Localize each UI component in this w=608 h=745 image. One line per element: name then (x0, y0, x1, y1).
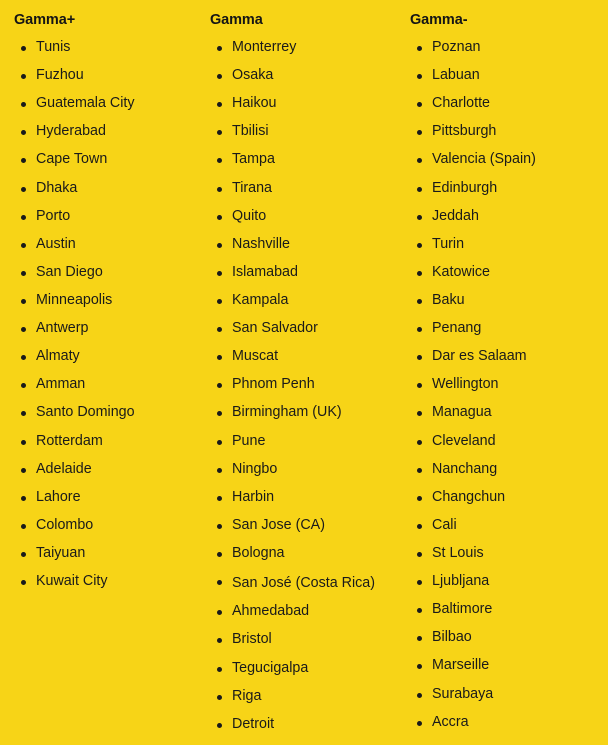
list-item: San Salvador (210, 321, 406, 337)
list-item: Ahmedabad (210, 604, 406, 620)
list-item: Fuzhou (14, 68, 206, 84)
list-item: Charlotte (410, 96, 608, 112)
list-item: Detroit (210, 717, 406, 733)
city-list-gamma (210, 40, 406, 733)
list-item: Baku (410, 293, 608, 309)
list-item: Pune (210, 434, 406, 450)
list-item: Managua (410, 405, 608, 421)
list-item: Bilbao (410, 630, 608, 646)
list-item: San José (Costa Rica) (210, 574, 406, 593)
list-item: Tunis (14, 40, 206, 56)
list-item: Porto (14, 209, 206, 225)
list-item: Tirana (210, 181, 406, 197)
list-item: Almaty (14, 349, 206, 365)
list-item: Pittsburgh (410, 124, 608, 140)
list-item: Austin (14, 237, 206, 253)
list-item: Lahore (14, 490, 206, 506)
list-item: Minneapolis (14, 293, 206, 309)
list-item: Nanchang (410, 462, 608, 478)
list-item: Riga (210, 689, 406, 705)
city-list-gamma-minus (410, 40, 608, 730)
column-title: Gamma (210, 12, 263, 28)
list-item: Poznan (410, 40, 608, 56)
list-item: Baltimore (410, 602, 608, 618)
list-item: Dhaka (14, 181, 206, 197)
list-item: Turin (410, 237, 608, 253)
list-item: Islamabad (210, 265, 406, 281)
list-item: Cape Town (14, 152, 206, 168)
list-item: Valencia (Spain) (410, 152, 608, 168)
list-item: Hyderabad (14, 124, 206, 140)
list-item: Bologna (210, 546, 406, 562)
list-item: Marseille (410, 658, 608, 674)
list-item: Osaka (210, 68, 406, 84)
list-item: Phnom Penh (210, 377, 406, 393)
list-item: Nashville (210, 237, 406, 253)
list-item: Kuwait City (14, 574, 206, 590)
list-item: Changchun (410, 490, 608, 506)
list-item: St Louis (410, 546, 608, 562)
list-item: Adelaide (14, 462, 206, 478)
list-item: Kampala (210, 293, 406, 309)
column-gamma (206, 12, 406, 745)
list-item: Colombo (14, 518, 206, 534)
list-item: Rotterdam (14, 434, 206, 450)
list-item: Dar es Salaam (410, 349, 608, 365)
list-item: Tbilisi (210, 124, 406, 140)
list-item: Accra (410, 715, 608, 731)
list-item: Muscat (210, 349, 406, 365)
column-gamma-plus (0, 12, 206, 602)
list-item: Wellington (410, 377, 608, 393)
list-item: Jeddah (410, 209, 608, 225)
list-item: Monterrey (210, 40, 406, 56)
list-item: Surabaya (410, 687, 608, 703)
list-item: Tegucigalpa (210, 661, 406, 677)
column-title: Gamma+ (14, 12, 76, 28)
list-item: Taiyuan (14, 546, 206, 562)
list-item: Antwerp (14, 321, 206, 337)
list-item: Haikou (210, 96, 406, 112)
list-item: Birmingham (UK) (210, 405, 406, 421)
list-item: Labuan (410, 68, 608, 84)
list-item: Ningbo (210, 462, 406, 478)
list-item: Ljubljana (410, 574, 608, 590)
column-title: Gamma- (410, 12, 468, 28)
list-item: Katowice (410, 265, 608, 281)
city-list-gamma-plus (14, 40, 206, 590)
list-item: Cleveland (410, 434, 608, 450)
list-item: Penang (410, 321, 608, 337)
list-item: Quito (210, 209, 406, 225)
list-item: Cali (410, 518, 608, 534)
column-gamma-minus (406, 12, 608, 743)
list-item: Bristol (210, 632, 406, 648)
list-item: Amman (14, 377, 206, 393)
list-item: San Jose (CA) (210, 518, 406, 534)
list-item: Harbin (210, 490, 406, 506)
list-item: San Diego (14, 265, 206, 281)
list-item: Edinburgh (410, 181, 608, 197)
list-item: Santo Domingo (14, 405, 206, 421)
list-item: Tampa (210, 152, 406, 168)
list-item: Guatemala City (14, 96, 206, 112)
